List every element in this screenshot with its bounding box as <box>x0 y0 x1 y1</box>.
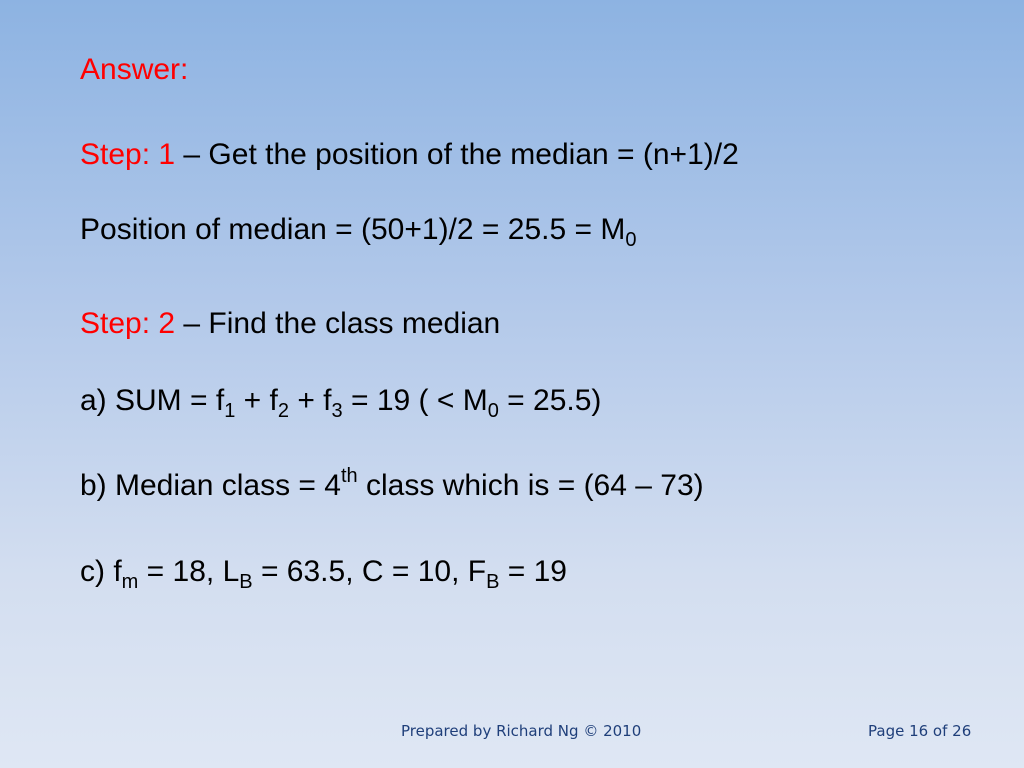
sum-text-1: a) SUM = f <box>80 384 225 417</box>
footer-credit: Prepared by Richard Ng © 2010 <box>401 722 642 740</box>
sum-sub-2: 2 <box>277 400 289 422</box>
values-text-2: = 18, L <box>138 555 240 588</box>
position-text: Position of median = (50+1)/2 = 25.5 = M <box>80 213 626 246</box>
step1-text: – Get the position of the median = (n+1)/2 <box>175 138 739 171</box>
position-subscript: 0 <box>625 229 637 251</box>
sum-sub-4: 0 <box>487 400 499 422</box>
answer-heading: Answer: <box>80 53 189 86</box>
values-sub-1: m <box>121 571 139 593</box>
sum-text-4: = 19 ( < M <box>342 384 488 417</box>
sum-sub-1: 1 <box>224 400 236 422</box>
values-text-3: = 63.5, C = 10, F <box>252 555 487 588</box>
sum-line <box>80 383 602 422</box>
step2-line <box>80 306 500 342</box>
values-line <box>80 554 567 593</box>
median-class-text-2: class which is = (64 – 73) <box>357 469 704 502</box>
values-sub-3: B <box>486 571 500 593</box>
sum-text-3: + f <box>288 384 332 417</box>
position-line <box>80 212 637 251</box>
values-text-1: c) f <box>80 555 122 588</box>
step1-label: Step: 1 <box>80 138 176 171</box>
step1-line <box>80 137 739 173</box>
median-class-line <box>80 465 704 504</box>
median-class-text-1: b) Median class = 4 <box>80 469 341 502</box>
sum-text-5: = 25.5) <box>498 384 602 417</box>
step2-label: Step: 2 <box>80 307 176 340</box>
values-sub-2: B <box>239 571 253 593</box>
sum-sub-3: 3 <box>331 400 343 422</box>
median-class-superscript: th <box>340 465 358 487</box>
sum-text-2: + f <box>235 384 278 417</box>
values-text-4: = 19 <box>499 555 567 588</box>
page-number: Page 16 of 26 <box>868 722 972 740</box>
step2-text: – Find the class median <box>175 307 501 340</box>
